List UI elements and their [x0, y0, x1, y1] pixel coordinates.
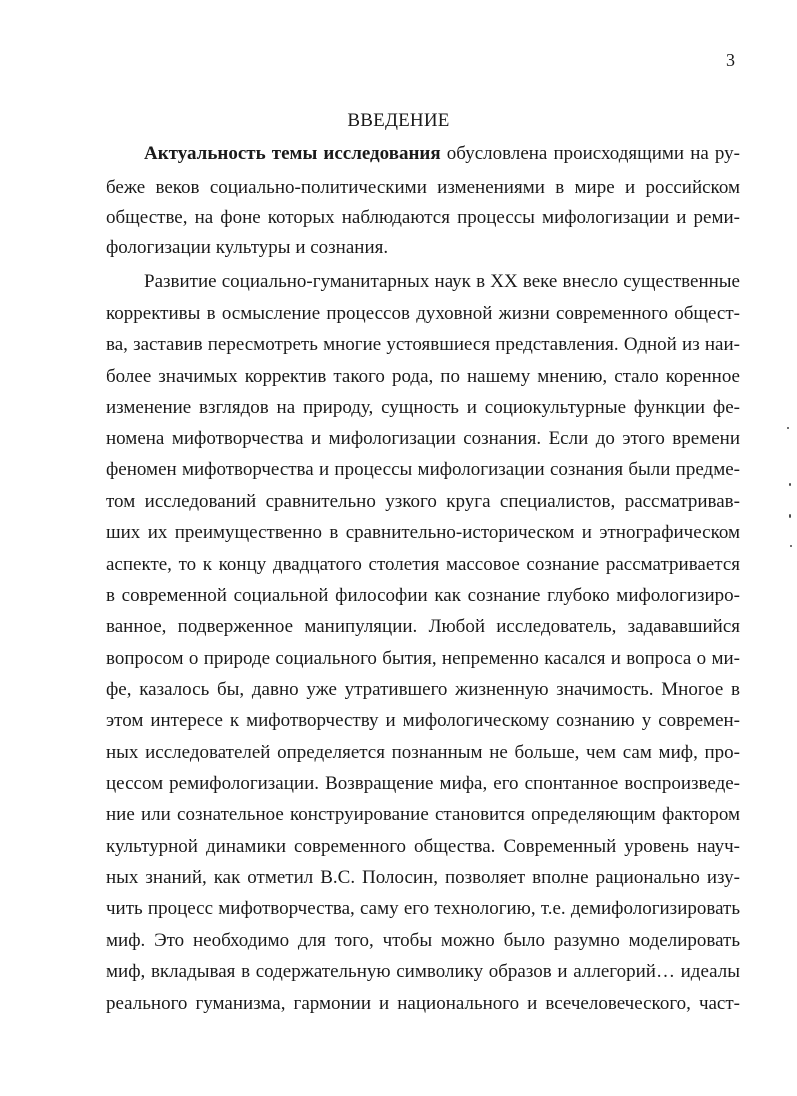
- paragraph-1-line-3: обществе, на фоне которых наблюдаются процессы мифологизации и реми-: [106, 207, 740, 228]
- paragraph-2-line: ва, заставив пересмотреть многие устоявшиеся представления. Одной из наи-: [106, 334, 740, 355]
- bold-lead: Актуальность темы исследования: [144, 143, 441, 164]
- paragraph-2-line: цессом ремифологизации. Возвращение мифа, его спонтанное воспроизведе-: [106, 773, 740, 794]
- paragraph-2-line: миф. Это необходимо для того, чтобы можно было разумно моделировать: [106, 930, 740, 951]
- paragraph-2-line: вопросом о природе социального бытия, непременно касался и вопроса о ми-: [106, 648, 740, 669]
- scan-speck: [789, 514, 791, 518]
- paragraph-1-line-2: беже веков социально-политическими изменениями в мире и российском: [106, 177, 740, 198]
- paragraph-2-line: ных знаний, как отметил В.С. Полосин, позволяет вполне рационально изу-: [106, 867, 740, 888]
- paragraph-2-line: этом интересе к мифотворчеству и мифологическому сознанию у современ-: [106, 710, 740, 731]
- paragraph-2-line: аспекте, то к концу двадцатого столетия массовое сознание рассматривается: [106, 554, 740, 575]
- paragraph-2-line: Развитие социально-гуманитарных наук в XX веке внесло существенные: [144, 271, 740, 292]
- paragraph-1-line-1-rest: обусловлена происходящими на ру-: [440, 143, 740, 164]
- paragraph-2-line: изменение взглядов на природу, сущность и социокультурные функции фе-: [106, 397, 740, 418]
- paragraph-2-line: коррективы в осмысление процессов духовной жизни современного общест-: [106, 303, 740, 324]
- paragraph-2-line: более значимых корректив такого рода, по нашему мнению, стало коренное: [106, 366, 740, 387]
- paragraph-2-line: культурной динамики современного общества. Современный уровень науч-: [106, 836, 740, 857]
- scan-speck: [790, 545, 792, 547]
- section-heading: ВВЕДЕНИЕ: [347, 110, 450, 131]
- paragraph-2-line: номена мифотворчества и мифологизации сознания. Если до этого времени: [106, 428, 740, 449]
- paragraph-1-line-4: фологизации культуры и сознания.: [106, 237, 389, 258]
- paragraph-2-line: фе, казалось бы, давно уже утратившего жизненную значимость. Многое в: [106, 679, 740, 700]
- paragraph-2-line: ние или сознательное конструирование становится определяющим фактором: [106, 804, 740, 825]
- paragraph-2-line: ших их преимущественно в сравнительно-историческом и этнографическом: [106, 522, 740, 543]
- paragraph-2-line: ванное, подверженное манипуляции. Любой исследователь, задававшийся: [106, 616, 740, 637]
- scan-speck: [789, 483, 791, 486]
- paragraph-2-line: миф, вкладывая в содержательную символику образов и аллегорий… идеалы: [106, 961, 740, 982]
- page-number: 3: [726, 50, 735, 70]
- paragraph-2-line: ных исследователей определяется познанным не больше, чем сам миф, про-: [106, 742, 740, 763]
- paragraph-2-line: феномен мифотворчества и процессы мифологизации сознания были предме-: [106, 459, 740, 480]
- scan-speck: [787, 427, 789, 429]
- paragraph-1-line-1: [144, 142, 740, 166]
- paragraph-2-line: реального гуманизма, гармонии и национального и всечеловеческого, част-: [106, 993, 740, 1014]
- paragraph-2-line: том исследований сравнительно узкого круга специалистов, рассматривав-: [106, 491, 740, 512]
- paragraph-2-line: в современной социальной философии как сознание глубоко мифологизиро-: [106, 585, 740, 606]
- paragraph-2-line: чить процесс мифотворчества, саму его технологию, т.е. демифологизировать: [106, 898, 740, 919]
